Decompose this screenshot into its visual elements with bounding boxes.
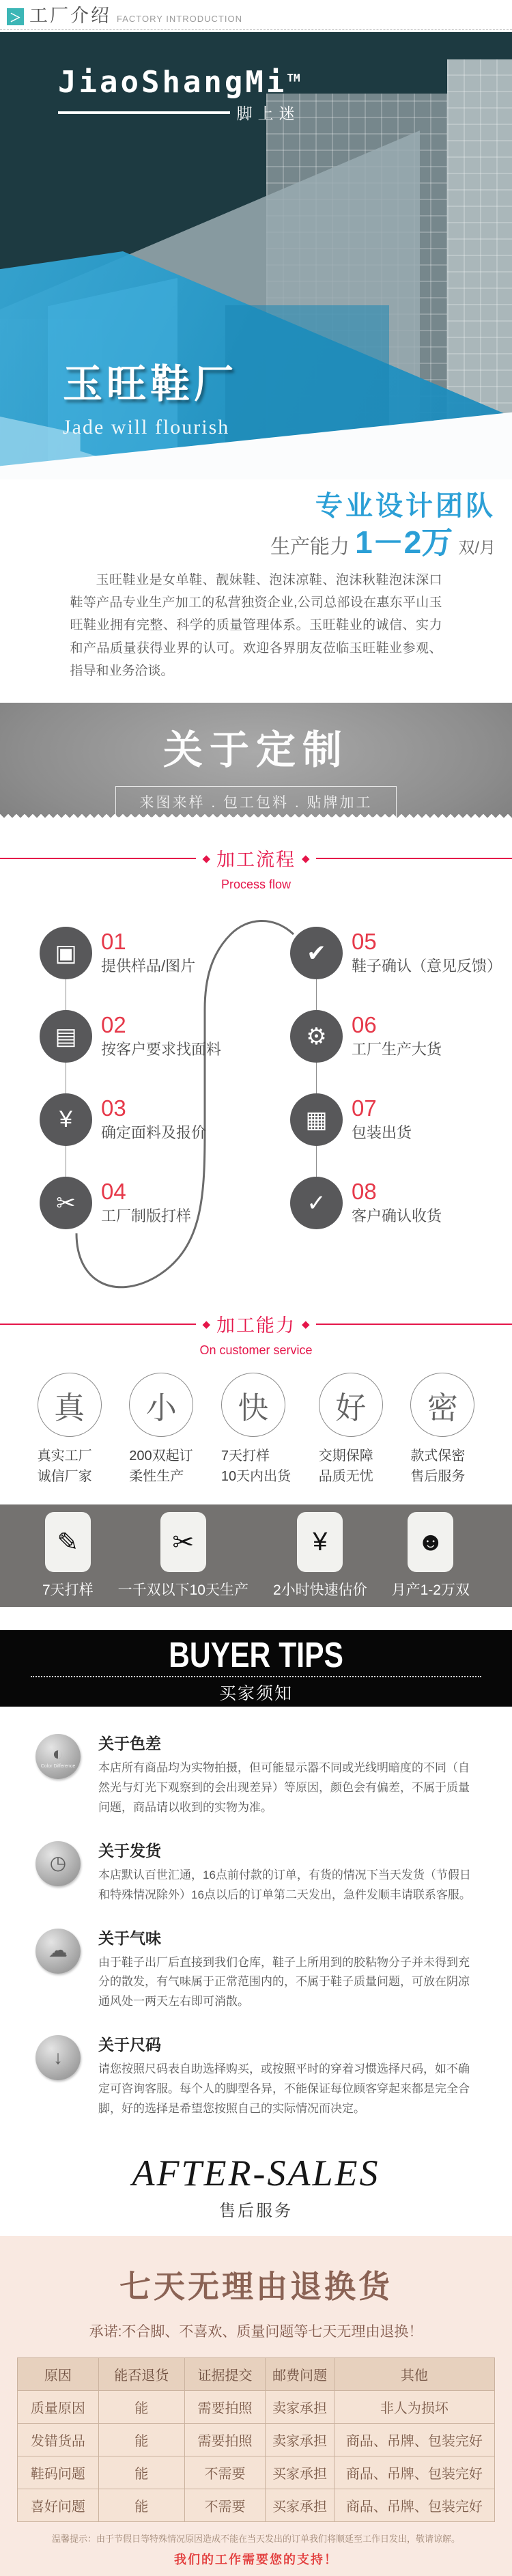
buyer-tips-list [0,1707,512,2142]
tip-title: 关于发货 [98,1841,161,1860]
brand-logo [58,65,300,124]
value-item [221,1373,291,1487]
feature-item [392,1512,470,1599]
diamond-icon: ◆ [302,852,310,865]
section-header-bar [0,0,512,30]
buyer-tip-item [35,1838,477,1905]
capacity-line [0,524,496,561]
capability-headline [0,479,512,561]
flow-step [290,1177,502,1229]
logo-underline [58,111,230,114]
step-number: 01 [101,928,126,954]
table-header-cell: 其他 [334,2357,494,2390]
step-label: 包装出货 [352,1124,412,1142]
value-caption-line1: 交期保障 [318,1448,373,1464]
table-header-cell: 邮费问题 [266,2357,334,2390]
step-number: 04 [101,1178,126,1204]
feature-icon: ¥ [313,1527,328,1556]
capacity-value: 1－2万 [355,524,453,560]
tip-text: 请您按照尺码表自助选择购买，或按照平时的穿着习惯选择尺码，如不确定可咨询客服。每个人的脚型各异，不能保证每位顾客穿起来都是完全合脚，好的选择是希望您按照自己的实际情况而决定。 [98,2062,470,2116]
flow-step [40,1010,221,1063]
tip-title: 关于尺码 [98,2036,161,2054]
table-cell: 能 [98,2489,184,2521]
step-icon: ▤ [55,1023,77,1050]
value-character: 快 [221,1373,285,1437]
table-cell: 卖家承担 [266,2390,334,2423]
table-row [18,2456,495,2489]
step-number: 03 [101,1095,126,1121]
table-body [18,2390,495,2521]
factory-slogan: Jade will flourish [63,416,230,438]
sawtooth-edge [0,811,512,820]
step-number: 08 [352,1178,377,1204]
buyer-tips-title: BUYER TIPS [169,1636,343,1676]
value-item [129,1373,193,1487]
value-caption-line1: 款式保密 [410,1448,466,1464]
table-cell: 喜好问题 [18,2489,99,2521]
divider-line [0,858,196,859]
value-caption-line1: 200双起订 [129,1448,193,1464]
factory-name: 玉旺鞋厂 [63,362,238,406]
after-sales-header [0,2152,512,2221]
table-cell: 鞋码问题 [18,2456,99,2489]
feature-label: 2小时快速估价 [272,1582,367,1599]
process-flow-diagram [0,914,512,1306]
support-footer: 我们的工作需要您的支持！ [174,2552,338,2566]
feature-label: 7天打样 [42,1582,94,1599]
value-character: 小 [129,1373,193,1437]
tip-icon: ☁ [48,1940,68,1961]
step-label: 鞋子确认（意见反馈） [352,957,502,975]
customization-banner [0,703,512,819]
table-header-cell: 原因 [18,2357,99,2390]
tip-icon: ◷ [49,1852,67,1874]
after-sales-subtitle: 售后服务 [219,2201,293,2220]
trademark-mark: TM [287,71,300,85]
value-character: 真 [38,1373,102,1437]
step-icon: ✓ [307,1190,326,1216]
value-caption-line2: 售后服务 [410,1469,466,1485]
flow-column-right [290,927,502,1260]
divider-line [316,858,512,859]
table-cell: 商品、吊牌、包装完好 [334,2423,494,2456]
feature-icon: ☻ [416,1527,444,1556]
step-number: 05 [352,928,377,954]
value-caption-line2: 柔性生产 [129,1469,184,1485]
value-item [38,1373,102,1487]
tip-badge [35,1929,81,1974]
feature-item [273,1512,367,1599]
buyer-tip-item [35,1731,477,1818]
divider-line [0,1324,196,1325]
diamond-icon: ◆ [202,852,210,865]
buyer-tips-banner [0,1630,512,1707]
feature-icon: ✂ [172,1528,195,1557]
table-cell: 商品、吊牌、包装完好 [334,2456,494,2489]
tip-text: 本店默认百世汇通，16点前付款的订单，有货的情况下当天发货（节假日和特殊情况除外）16点以后的订单第二天发出，急件发顺丰请联系客服。 [98,1868,471,1901]
step-icon: ✂ [56,1190,76,1216]
value-item [319,1373,383,1487]
table-row [18,2423,495,2456]
tip-badge [35,1841,81,1886]
step-label: 客户确认收货 [352,1207,442,1225]
value-character: 密 [410,1373,474,1437]
value-caption-line2: 品质无忧 [318,1469,373,1485]
capacity-subtitle: On customer service [199,1343,313,1358]
step-icon: ▣ [55,940,77,966]
step-label: 工厂生产大货 [352,1041,442,1059]
table-header-cell: 证据提交 [184,2357,266,2390]
flow-step [290,1010,502,1063]
value-item [410,1373,474,1487]
diamond-icon: ◆ [202,1318,210,1330]
table-cell: 不需要 [184,2456,266,2489]
tip-badge-caption: Color Difference [40,1764,76,1769]
capacity-unit: 双/月 [458,539,496,557]
feature-label: 月产1-2万双 [391,1582,470,1599]
value-circles [0,1373,512,1487]
feature-item [42,1512,94,1599]
step-label: 工厂制版打样 [101,1207,192,1225]
step-icon: ✔ [307,940,326,966]
table-cell: 买家承担 [266,2456,334,2489]
feature-label: 一千双以下10天生产 [117,1582,248,1599]
dotted-divider [31,1676,481,1677]
value-caption-line2: 诚信厂家 [37,1469,92,1485]
table-cell: 能 [98,2390,184,2423]
step-icon: ¥ [59,1106,72,1133]
tip-title: 关于色差 [98,1735,161,1753]
table-cell: 卖家承担 [266,2423,334,2456]
feature-icon: ✎ [57,1528,79,1557]
table-header-row [18,2357,495,2390]
buyer-tip-item [35,2032,477,2119]
returns-title: 七天无理由退换货 [119,2268,393,2304]
logo-text: JiaoShangMi™ [58,65,300,100]
table-cell: 能 [98,2456,184,2489]
flow-step [290,927,502,979]
logo-chinese-name: 脚上迷 [236,104,300,122]
step-number: 07 [352,1095,377,1121]
value-character: 好 [319,1373,383,1437]
step-label: 确定面料及报价 [101,1124,207,1142]
diamond-icon: ◆ [302,1318,310,1330]
tip-icon: ◐ [52,1743,64,1765]
table-cell: 商品、吊牌、包装完好 [334,2489,494,2521]
tip-text: 由于鞋子出厂后直接到我们仓库，鞋子上所用到的胶粘物分子并未得到充分的散发，有气味属于正常范围内的，不属于鞋子质量问题，可放在阴凉通风处一两天左右即可消散。 [98,1955,470,2008]
table-cell: 质量原因 [18,2390,99,2423]
returns-promise: 承诺:不合脚、不喜欢、质量问题等七天无理由退换！ [89,2323,423,2340]
process-flow-title: 加工流程 [216,850,296,871]
chevron-right-icon: ＞ [7,8,24,25]
step-icon: ▦ [305,1106,328,1133]
brand-banner [0,32,512,479]
customization-title: 关于定制 [162,728,349,773]
table-cell: 非人为损坏 [334,2390,494,2423]
buyer-tips-subtitle: 买家须知 [218,1683,293,1703]
table-row [18,2489,495,2521]
process-flow-header [0,845,512,892]
table-row [18,2390,495,2423]
step-number: 02 [101,1011,126,1037]
tip-badge [35,2035,81,2080]
table-cell: 发错货品 [18,2423,99,2456]
returns-note: 温馨提示：由于节假日等特殊情况原因造成不能在当天发出的订单我们将顺延至工作日发出，敬请谅解。 [51,2533,460,2544]
buyer-tip-item [35,1926,477,2013]
table-cell: 不需要 [184,2489,266,2521]
step-number: 06 [352,1011,377,1037]
value-caption-line1: 真实工厂 [37,1448,92,1464]
feature-item [118,1512,248,1599]
tip-title: 关于气味 [98,1929,161,1947]
table-header-cell: 能否退货 [98,2357,184,2390]
factory-description: 玉旺鞋业是女单鞋、靓妹鞋、泡沫凉鞋、泡沫秋鞋泡沫深口鞋等产品专业生产加工的私营独资企业,公司总部设在惠东平山玉旺鞋业拥有完整、科学的质量管理体系。玉旺鞋业的诚信、实力和产品质量获得业界的认可。欢迎各界朋友莅临玉旺鞋业参观、指导和业务洽谈。 [70,572,442,678]
returns-section [0,2236,512,2576]
table-cell: 需要拍照 [184,2423,266,2456]
capacity-prefix: 生产能力 [270,536,350,558]
design-team-title: 专业设计团队 [315,491,496,521]
returns-policy-table [17,2357,495,2522]
flow-column-left [40,927,221,1260]
flow-step [40,1177,221,1229]
customization-tagline: 来图来样 . 包工包料 . 贴牌加工 [115,786,396,817]
value-caption-line1: 7天打样 [221,1448,270,1464]
tip-text: 本店所有商品均为实物拍摄，但可能显示器不同或光线明暗度的不同（自然光与灯光下观察到的会出现差异）等原因，颜色会有偏差，不属于质量问题，商品请以收到的实物为准。 [98,1761,470,1814]
value-caption-line2: 10天内出货 [221,1469,291,1485]
process-flow-subtitle: Process flow [221,878,291,892]
table-cell: 需要拍照 [184,2390,266,2423]
page-title: 工厂介绍 [29,5,111,26]
divider-line [316,1324,512,1325]
page-subtitle: FACTORY INTRODUCTION [117,14,242,24]
step-label: 按客户要求找面料 [101,1041,222,1059]
table-cell: 买家承担 [266,2489,334,2521]
flow-step [290,1093,502,1146]
after-sales-title: AFTER-SALES [132,2152,380,2194]
capacity-header [0,1311,512,1358]
tip-badge [35,1734,81,1779]
tip-icon: ↓ [53,2046,63,2068]
flow-step [40,1093,221,1146]
flow-step [40,927,221,979]
step-label: 提供样品/图片 [101,957,196,975]
table-cell: 能 [98,2423,184,2456]
step-icon: ⚙ [306,1023,327,1050]
feature-band [0,1504,512,1607]
capacity-title: 加工能力 [216,1315,296,1336]
